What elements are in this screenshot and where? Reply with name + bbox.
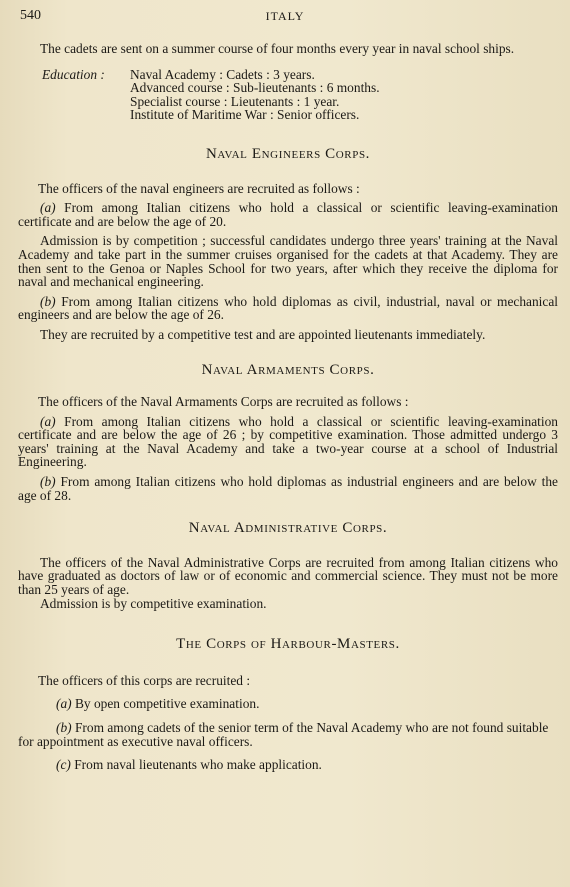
item-label: (b) — [40, 474, 56, 490]
education-label: Education : — [42, 66, 105, 82]
education-line: Naval Academy : Cadets : 3 years. — [130, 66, 315, 82]
harbour-item-a — [18, 697, 558, 711]
item-text: By open competitive examination. — [74, 696, 260, 712]
item-text: From among Italian citizens who hold diplomas as civil, industrial, naval or mechanical engineers and are below the age of 26. — [18, 293, 558, 323]
page-header — [20, 8, 550, 28]
summer-course-paragraph: The cadets are sent on a summer course of four months every year in naval school ships. — [40, 41, 515, 56]
education-block — [42, 68, 558, 122]
page-content — [18, 42, 558, 772]
education-lines — [130, 68, 380, 122]
section-heading-administrative: Naval Administrative Corps. — [188, 520, 388, 537]
harbour-item-c — [18, 758, 558, 772]
engineers-item-a — [18, 201, 558, 228]
item-label: (a) — [56, 696, 72, 712]
item-label: (b) — [40, 293, 56, 309]
section-heading-armaments: Naval Armaments Corps. — [201, 361, 375, 378]
harbour-intro: The officers of this corps are recruited : — [38, 672, 251, 688]
item-text: From naval lieutenants who make application. — [74, 757, 322, 773]
administrative-text: The officers of the Naval Administrative Corps are recruited from among Italian citizens who have graduated as doctors of law or of economic and commercial science. They must not be more than 25 years of age. — [18, 554, 558, 598]
education-line: Specialist course : Lieutenants : 1 year. — [130, 93, 340, 109]
item-text: From among cadets of the senior term of the Naval Academy who are not found suitable for appointment as executive naval officers. — [18, 720, 549, 749]
engineers-item-b — [18, 295, 558, 322]
item-text: From among Italian citizens who hold diplomas as industrial engineers and are below the age of 28. — [18, 474, 558, 503]
section-heading-harbour-masters: The Corps of Harbour-Masters. — [176, 636, 400, 653]
item-text: From among Italian citizens who hold a classical or scientific leaving-examination certificate and are below the age of 20. — [18, 200, 559, 229]
running-head: ITALY — [265, 9, 305, 23]
harbour-item-b — [18, 721, 558, 748]
engineers-intro: The officers of the naval engineers are recruited as follows : — [38, 180, 360, 196]
item-label: (b) — [56, 720, 72, 735]
engineers-admission: Admission is by competition ; successful candidates undergo three years' training at the Naval Academy and take part in the summer cruises organised for the cadets at that Academy. They are then sent to the Genoa or Naples School for two years, after which they receive the diploma for naval and mechanical engineering. — [18, 233, 558, 290]
armaments-intro: The officers of the Naval Armaments Corps are recruited as follows : — [38, 394, 409, 410]
armaments-item-b — [18, 475, 558, 502]
item-label: (c) — [56, 757, 71, 773]
section-heading-engineers: Naval Engineers Corps. — [205, 145, 371, 162]
item-text: From among Italian citizens who hold a classical or scientific leaving-examination certificate and are below the age of 26 ; by competitive examination. Those admitted undergo 3 years' training at the Naval Academy and take a two-year course at a school of Industrial Engineering. — [18, 413, 559, 470]
item-label: (a) — [40, 413, 56, 429]
education-line: Advanced course : Sub-lieutenants : 6 months. — [130, 80, 380, 96]
page-number: 540 — [20, 8, 41, 23]
education-line: Institute of Maritime War : Senior officers. — [130, 107, 360, 123]
item-label: (a) — [40, 200, 56, 216]
administrative-admission: Admission is by competitive examination. — [40, 595, 267, 611]
armaments-item-a — [18, 415, 558, 469]
engineers-recruited: They are recruited by a competitive test and are appointed lieutenants immediately. — [40, 326, 486, 342]
